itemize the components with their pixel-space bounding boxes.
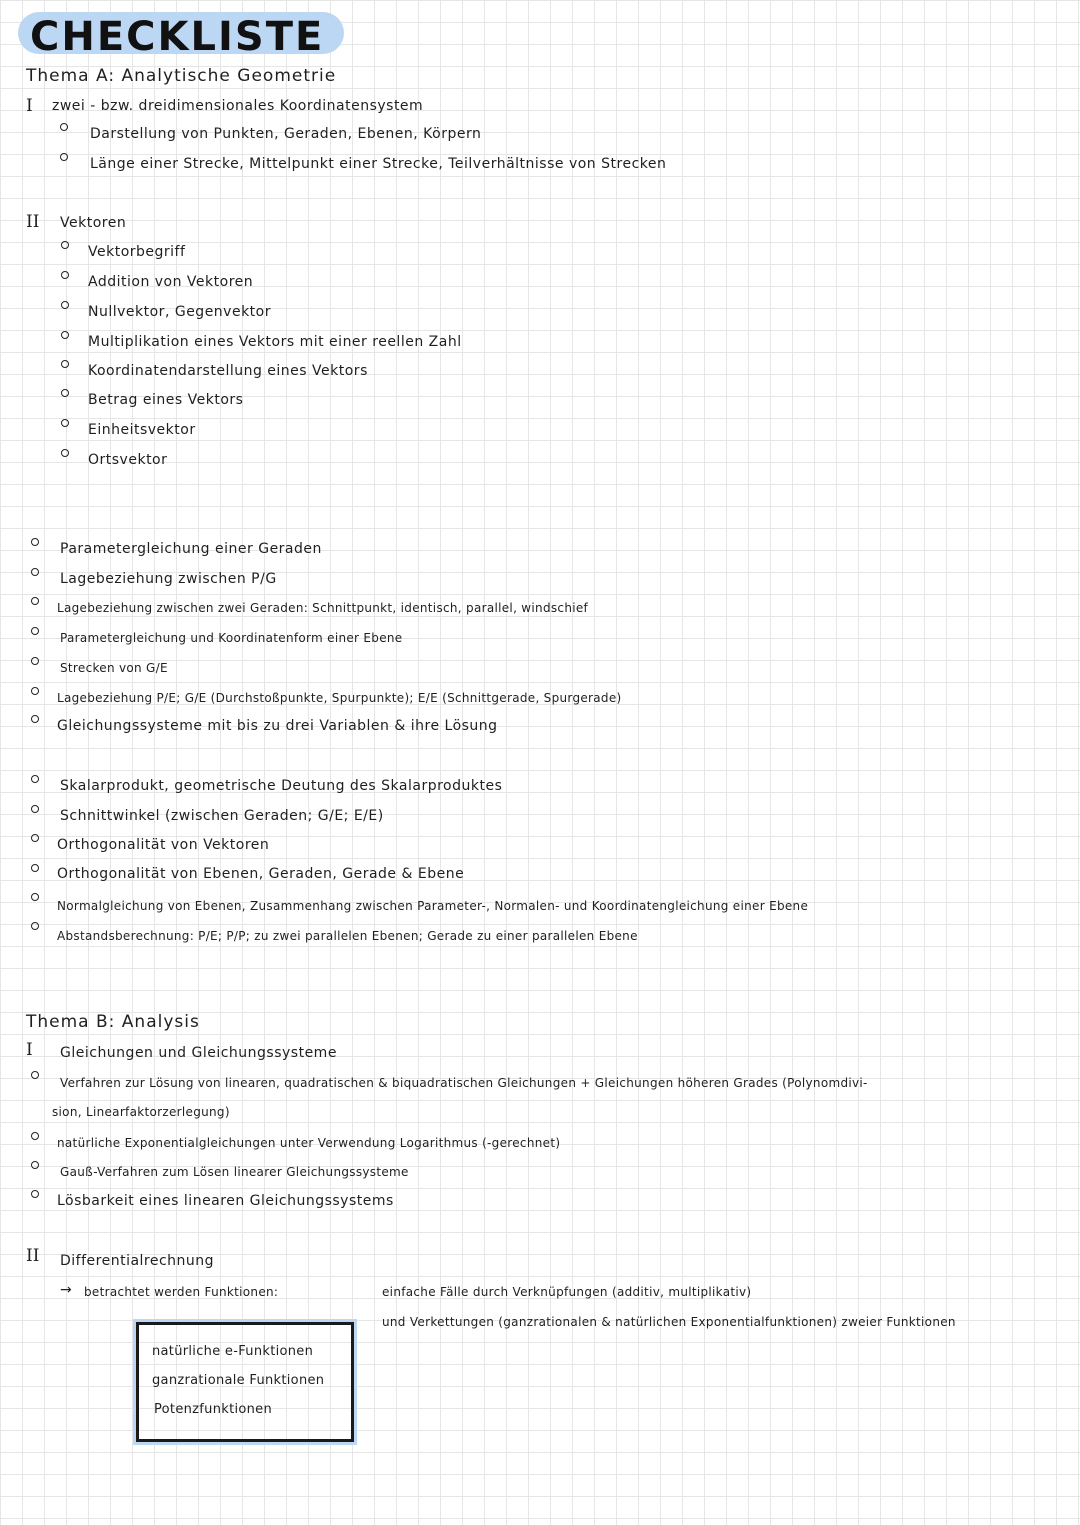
bullet-icon [31, 864, 39, 872]
box-item: natürliche e-Funktionen [152, 1344, 314, 1359]
section-a2-numeral: II [26, 212, 40, 232]
bullet-icon [31, 597, 39, 605]
list-item: Koordinatendarstellung eines Vektors [88, 363, 368, 379]
functions-intro: betrachtet werden Funktionen: [84, 1285, 279, 1299]
bullet-icon [61, 360, 69, 368]
box-item: Potenzfunktionen [154, 1402, 273, 1417]
note-line: und Verkettungen (ganzrationalen & natürlichen Exponentialfunktionen) zweier Funktionen [382, 1315, 956, 1329]
list-item: Lagebeziehung zwischen zwei Geraden: Schnittpunkt, identisch, parallel, windschief [57, 601, 589, 615]
bullet-icon [60, 123, 68, 131]
list-item: Multiplikation eines Vektors mit einer reellen Zahl [88, 334, 462, 350]
list-item: Strecken von G/E [60, 661, 168, 675]
bullet-icon [61, 271, 69, 279]
list-item-continuation: sion, Linearfaktorzerlegung) [52, 1105, 230, 1119]
bullet-icon [61, 331, 69, 339]
list-item: Darstellung von Punkten, Geraden, Ebenen, Körpern [90, 126, 482, 142]
list-item: Parametergleichung und Koordinatenform einer Ebene [60, 631, 403, 645]
list-item: Einheitsvektor [88, 422, 196, 438]
list-item: natürliche Exponentialgleichungen unter Verwendung Logarithmus (-gerechnet) [57, 1136, 561, 1150]
bullet-icon [61, 241, 69, 249]
page-title: CHECKLISTE [30, 14, 325, 60]
section-a1-numeral: I [26, 96, 33, 116]
list-item: Parametergleichung einer Geraden [60, 541, 322, 557]
list-item: Schnittwinkel (zwischen Geraden; G/E; E/E) [60, 808, 384, 824]
bullet-icon [31, 657, 39, 665]
list-item: Orthogonalität von Vektoren [57, 837, 270, 853]
bullet-icon [31, 568, 39, 576]
section-a1-title: zwei - bzw. dreidimensionales Koordinatensystem [52, 98, 424, 114]
bullet-icon [61, 449, 69, 457]
section-b1-numeral: I [26, 1040, 33, 1060]
bullet-icon [31, 1161, 39, 1169]
list-item: Nullvektor, Gegenvektor [88, 304, 271, 320]
list-item: Orthogonalität von Ebenen, Geraden, Gerade & Ebene [57, 866, 465, 882]
list-item: Vektorbegriff [88, 244, 186, 260]
box-item: ganzrationale Funktionen [152, 1373, 325, 1388]
bullet-icon [31, 922, 39, 930]
section-b2-numeral: II [26, 1246, 40, 1266]
bullet-icon [61, 419, 69, 427]
bullet-icon [31, 627, 39, 635]
theme-a-heading: Thema A: Analytische Geometrie [26, 66, 337, 86]
section-a2-title: Vektoren [60, 215, 127, 231]
list-item: Gleichungssysteme mit bis zu drei Variablen & ihre Lösung [57, 718, 498, 734]
bullet-icon [31, 538, 39, 546]
list-item: Betrag eines Vektors [88, 392, 244, 408]
theme-b-heading: Thema B: Analysis [26, 1012, 200, 1032]
bullet-icon [60, 153, 68, 161]
bullet-icon [61, 301, 69, 309]
list-item: Ortsvektor [88, 452, 168, 468]
bullet-icon [31, 834, 39, 842]
bullet-icon [31, 715, 39, 723]
bullet-icon [31, 775, 39, 783]
list-item: Lagebeziehung P/E; G/E (Durchstoßpunkte, Spurpunkte); E/E (Schnittgerade, Spurgerade) [57, 691, 622, 705]
list-item: Länge einer Strecke, Mittelpunkt einer Strecke, Teilverhältnisse von Strecken [90, 156, 667, 172]
list-item: Gauß-Verfahren zum Lösen linearer Gleichungssysteme [60, 1165, 409, 1179]
list-item: Normalgleichung von Ebenen, Zusammenhang zwischen Parameter-, Normalen- und Koordinatengleichung einer Ebene [57, 899, 809, 913]
bullet-icon [31, 1132, 39, 1140]
section-b1-title: Gleichungen und Gleichungssysteme [60, 1045, 337, 1061]
bullet-icon [31, 1071, 39, 1079]
arrow-icon: → [60, 1282, 73, 1298]
bullet-icon [31, 805, 39, 813]
section-b2-title: Differentialrechnung [60, 1253, 215, 1269]
bullet-icon [31, 1190, 39, 1198]
list-item: Abstandsberechnung: P/E; P/P; zu zwei parallelen Ebenen; Gerade zu einer parallelen Ebene [57, 929, 638, 943]
note-line: einfache Fälle durch Verknüpfungen (additiv, multiplikativ) [382, 1285, 752, 1299]
list-item: Lagebeziehung zwischen P/G [60, 571, 277, 587]
list-item: Lösbarkeit eines linearen Gleichungssystems [57, 1193, 394, 1209]
bullet-icon [31, 687, 39, 695]
bullet-icon [31, 893, 39, 901]
list-item: Verfahren zur Lösung von linearen, quadratischen & biquadratischen Gleichungen + Gleichungen höheren Grades (Polynomdivi- [60, 1076, 868, 1090]
list-item: Addition von Vektoren [88, 274, 254, 290]
list-item: Skalarprodukt, geometrische Deutung des Skalarproduktes [60, 778, 503, 794]
bullet-icon [61, 389, 69, 397]
